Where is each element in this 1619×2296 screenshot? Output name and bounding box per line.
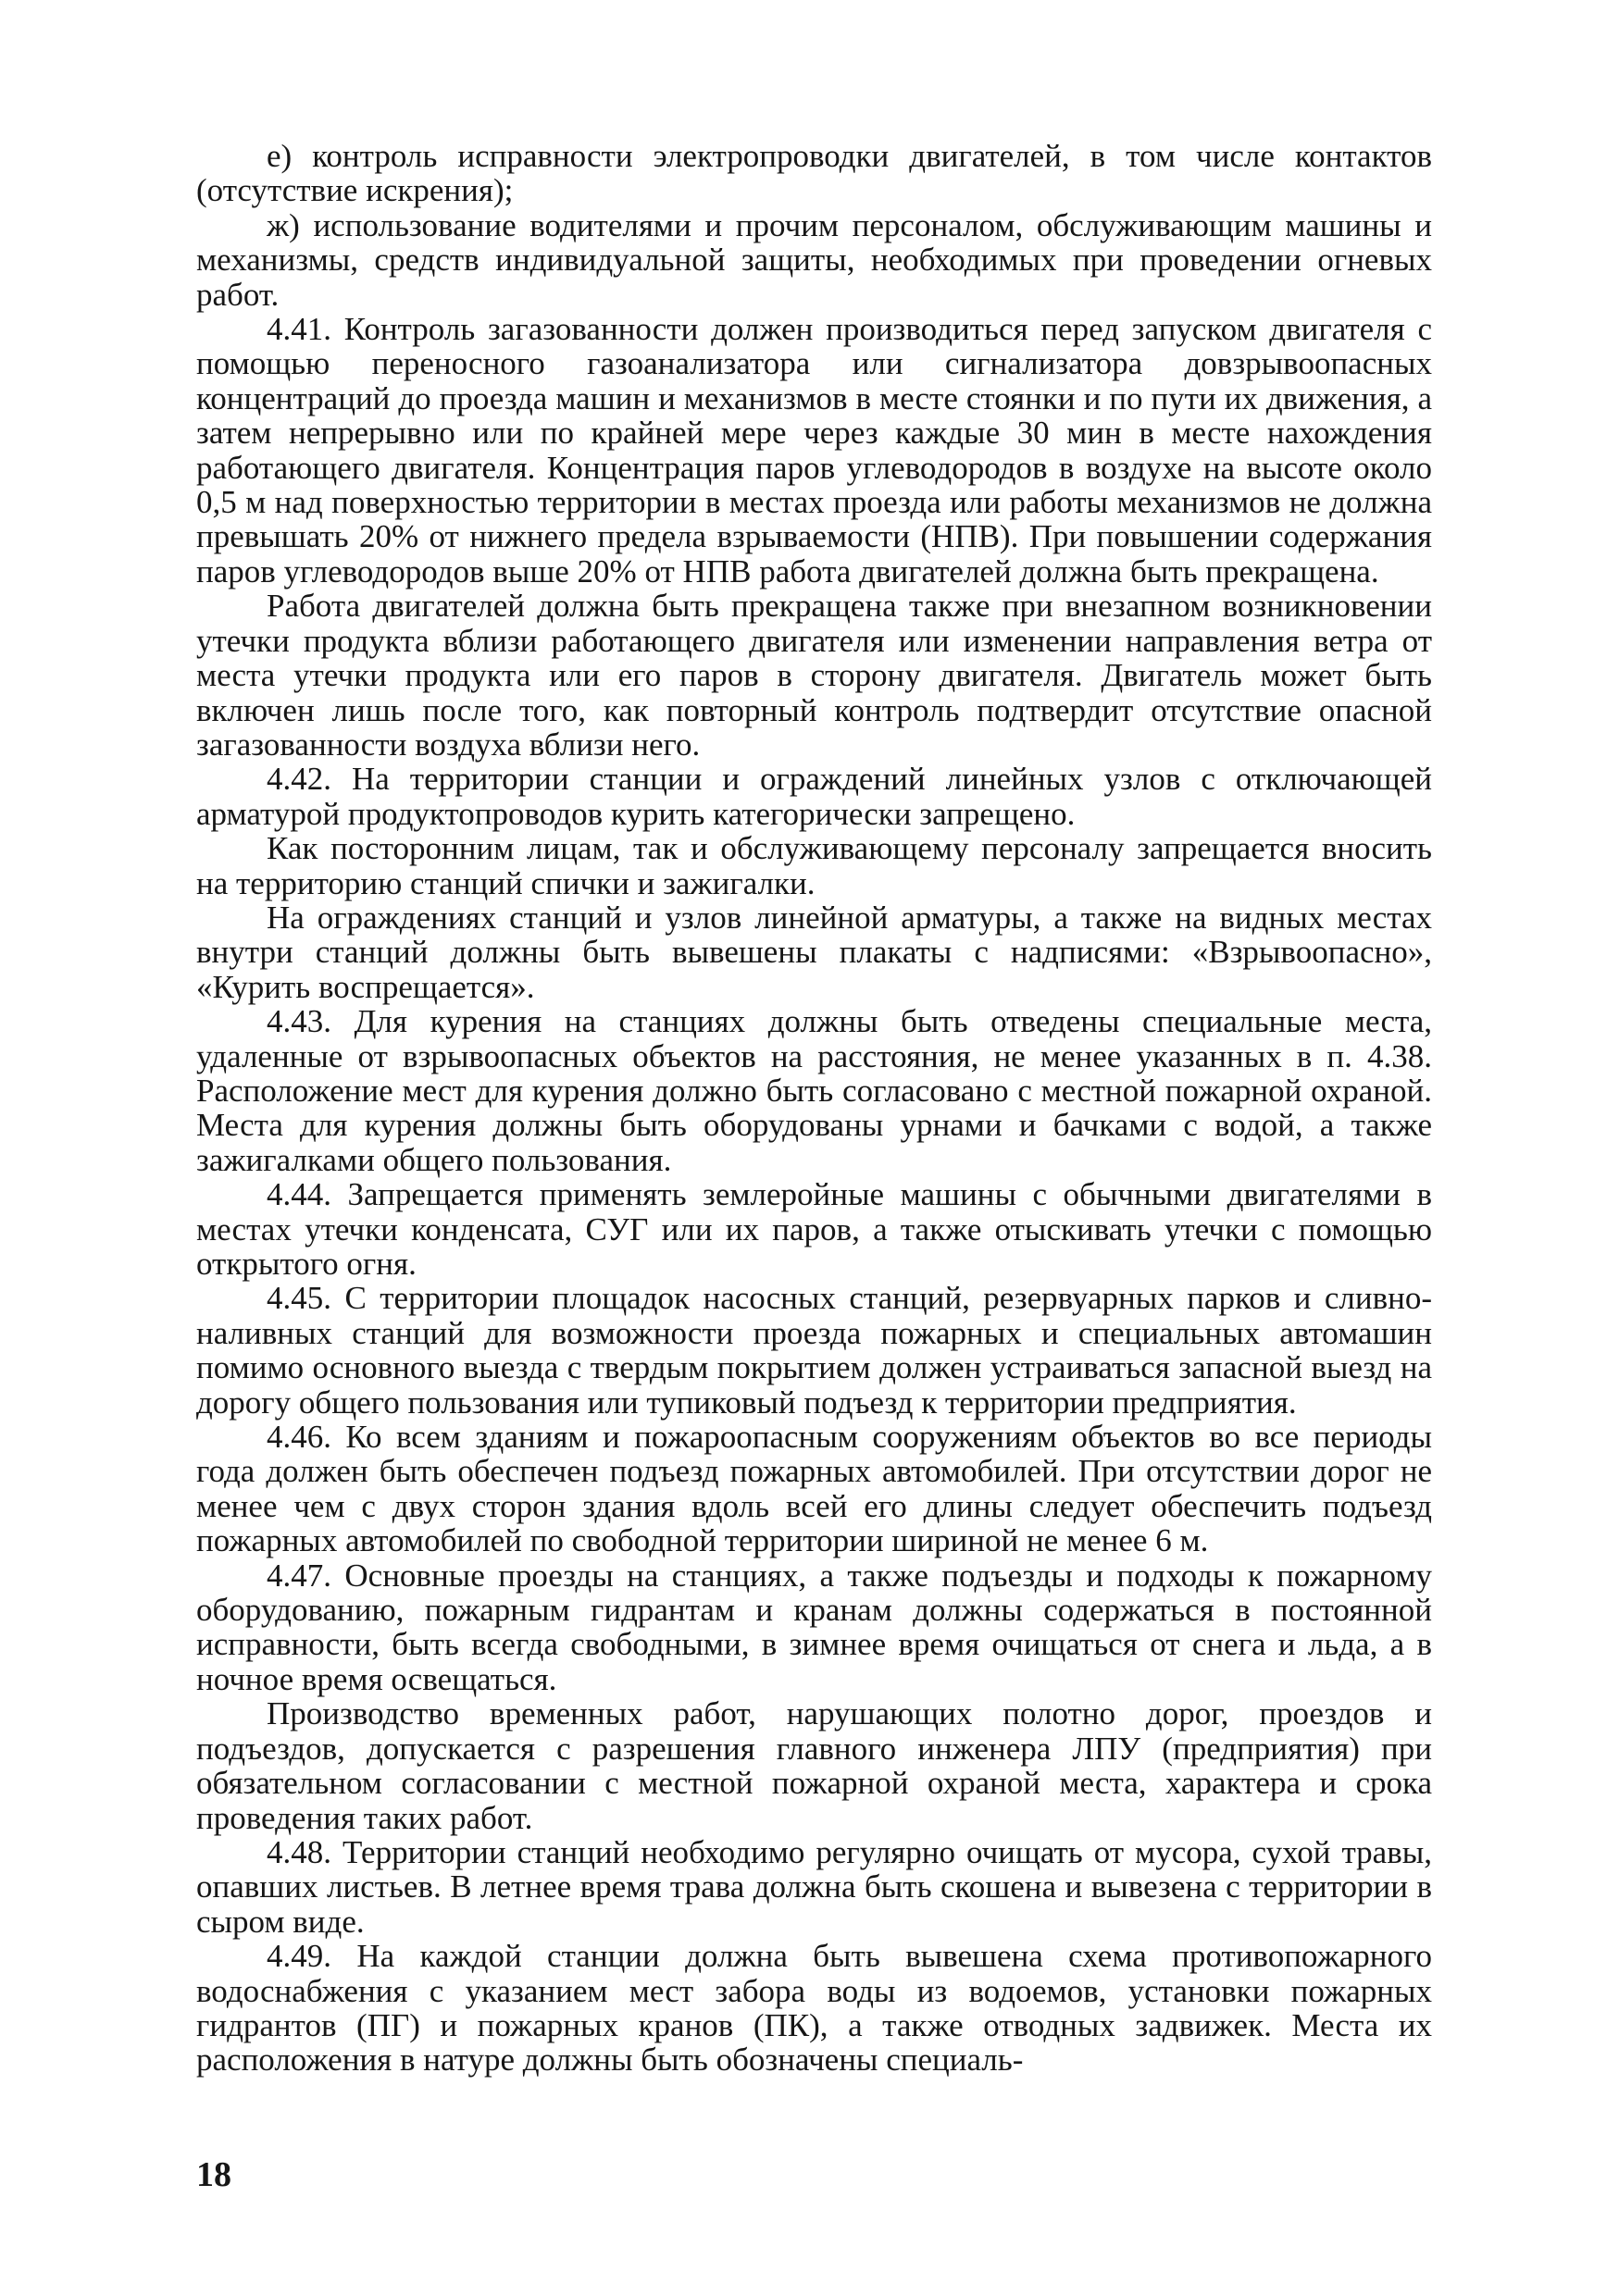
paragraph-4-42-posters: На ограждениях станций и узлов линейной арматуры, а также на видных местах внутри станций должны быть вывешены плакаты с надписями: «Взрывоопасно», «Курить воспрещается». <box>196 899 1432 1005</box>
paragraph-4-41-continued: Работа двигателей должна быть прекращена также при внезапном возникновении утечки продукта вблизи работающего двигателя или изменении направления ветра от места утечки продукта или его паров в сторону двигателя. Двигатель может быть включен лишь после того, как повторный контроль подтвердит отсутствие опасной загазованности воздуха вблизи него. <box>196 588 1432 763</box>
paragraph-4-48: 4.48. Территории станций необходимо регулярно очищать от мусора, сухой травы, опавших листьев. В летнее время трава должна быть скошена и вывезена с территории в сыром виде. <box>196 1833 1432 1940</box>
paragraph-item-e: е) контроль исправности электропроводки двигателей, в том числе контактов (отсутствие искрения); <box>196 138 1432 209</box>
paragraph-4-41: 4.41. Контроль загазованности должен производиться перед запуском двигателя с помощью переносного газоанализатора или сигнализатора довзрывоопасных концентраций до проезда машин и механизмов в месте стоянки и по пути их движения, а затем непрерывно или по крайней мере через каждые 30 мин в месте нахождения работающего двигателя. Концентрация паров углеводородов в воздухе на высоте около 0,5 м над поверхностью территории в местах проезда или работы механизмов не должна превышать 20% от нижнего предела взрываемости (НПВ). При повышении содержания паров углеводородов выше 20% от НПВ работа двигателей должна быть прекращена. <box>196 311 1432 590</box>
paragraph-4-45: 4.45. С территории площадок насосных станций, резервуарных парков и сливно-наливных станций для возможности проезда пожарных и специальных автомашин помимо основного выезда с твердым покрытием должен устраиваться запасной выезд на дорогу общего пользования или тупиковый подъезд к территории предприятия. <box>196 1280 1432 1421</box>
paragraph-4-44: 4.44. Запрещается применять землеройные машины с обычными двигателями в местах утечки конденсата, СУГ или их паров, а также отыскивать утечки с помощью открытого огня. <box>196 1176 1432 1282</box>
paragraph-4-42-matches: Как посторонним лицам, так и обслуживающему персоналу запрещается вносить на территорию станций спички и зажигалки. <box>196 830 1432 901</box>
paragraph-4-42: 4.42. На территории станции и ограждений линейных узлов с отключающей арматурой продуктопроводов курить категорически запрещено. <box>196 761 1432 832</box>
paragraph-4-49: 4.49. На каждой станции должна быть вывешена схема противопожарного водоснабжения с указанием мест забора воды из водоемов, установки пожарных гидрантов (ПГ) и пожарных кранов (ПК), а также отводных задвижек. Места их расположения в натуре должны быть обозначены специаль- <box>196 1938 1432 2079</box>
paragraph-4-47-temporary-works: Производство временных работ, нарушающих полотно дорог, проездов и подъездов, допускается с разрешения главного инженера ЛПУ (предприятия) при обязательном согласовании с местной пожарной охраной места, характера и срока проведения таких работ. <box>196 1695 1432 1836</box>
paragraph-4-47: 4.47. Основные проезды на станциях, а также подъезды и подходы к пожарному оборудованию, пожарным гидрантам и кранам должны содержаться в постоянной исправности, быть всегда свободными, в зимнее время очищаться от снега и льда, а в ночное время освещаться. <box>196 1557 1432 1697</box>
paragraph-4-43: 4.43. Для курения на станциях должны быть отведены специальные места, удаленные от взрывоопасных объектов на расстояния, не менее указанных в п. 4.38. Расположение мест для курения должно быть согласовано с местной пожарной охраной. Места для курения должны быть оборудованы урнами и бачками с водой, а также зажигалками общего пользования. <box>196 1003 1432 1178</box>
paragraph-4-46: 4.46. Ко всем зданиям и пожароопасным сооружениям объектов во все периоды года должен быть обеспечен подъезд пожарных автомобилей. При отсутствии дорог не менее чем с двух сторон здания вдоль всей его длины следует обеспечить подъезд пожарных автомобилей по свободной территории шириной не менее 6 м. <box>196 1419 1432 1559</box>
paragraph-item-zh: ж) использование водителями и прочим персоналом, обслуживающим машины и механизмы, средств индивидуальной защиты, необходимых при проведении огневых работ. <box>196 206 1432 313</box>
document-page <box>196 139 1432 2078</box>
page-number: 18 <box>196 2155 231 2194</box>
